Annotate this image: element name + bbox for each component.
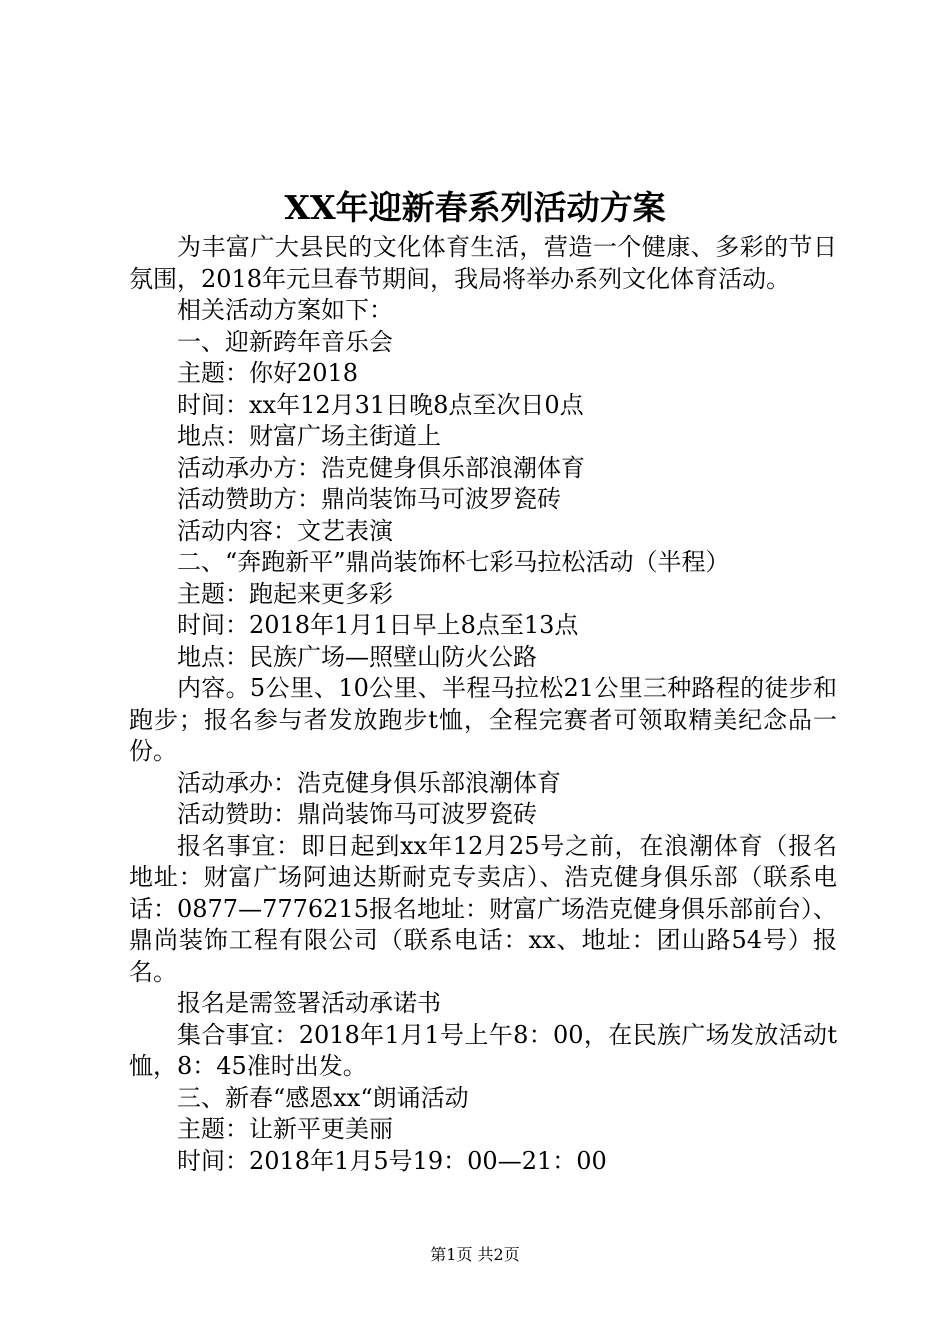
- paragraph-theme-2: 主题：跑起来更多彩: [177, 579, 393, 608]
- paragraph-plan-lead: 相关活动方案如下：: [177, 296, 393, 324]
- document-title: XX年迎新春系列活动方案: [284, 188, 666, 227]
- section-heading-1: 一、迎新跨年音乐会: [177, 327, 393, 356]
- paragraph-time-3: 时间：2018年1月5号19：00—21：00: [177, 1146, 607, 1175]
- paragraph-time-1: 时间：xx年12月31日晚8点至次日0点: [177, 390, 584, 419]
- paragraph-assembly: 集合事宜：2018年1月1号上午8：00，在民族广场发放活动t恤，8：45准时出发。: [129, 1020, 837, 1080]
- paragraph-content-1: 活动内容：文艺表演: [177, 516, 393, 545]
- section-heading-3: 三、新春“感恩xx“朗诵活动: [177, 1083, 469, 1112]
- paragraph-sponsor-1: 活动赞助方：鼎尚装饰马可波罗瓷砖: [177, 485, 561, 513]
- paragraph-organizer-1: 活动承办方：浩克健身俱乐部浪潮体育: [177, 453, 585, 482]
- paragraph-intro: 为丰富广大县民的文化体育生活，营造一个健康、多彩的节日氛围，2018年元旦春节期间，我局将举办系列文化体育活动。: [129, 233, 837, 293]
- paragraph-content-2: 内容。5公里、10公里、半程马拉松21公里三种路程的徒步和跑步；报名参与者发放跑步t恤，全程完赛者可领取精美纪念品一份。: [129, 674, 837, 765]
- paragraph-organizer-2: 活动承办：浩克健身俱乐部浪潮体育: [177, 768, 561, 797]
- paragraph-sponsor-2: 活动赞助：鼎尚装饰马可波罗瓷砖: [177, 800, 537, 828]
- document-body: [129, 232, 837, 1177]
- paragraph-theme-3: 主题：让新平更美丽: [177, 1115, 393, 1143]
- paragraph-theme-1: 主题：你好2018: [177, 359, 359, 387]
- section-heading-2: 二、“奔跑新平”鼎尚装饰杯七彩马拉松活动（半程）: [177, 548, 730, 576]
- paragraph-time-2: 时间：2018年1月1日早上8点至13点: [177, 611, 579, 639]
- paragraph-registration: 报名事宜：即日起到xx年12月25号之前，在浪潮体育（报名地址：财富广场阿迪达斯耐克专卖店）、浩克健身俱乐部（联系电话：0877—7776215报名地址：财富广场浩克健身俱乐部前台）、鼎尚装饰工程有限公司（联系电话：xx、地址：团山路54号）报名。: [129, 831, 837, 986]
- page-number-footer: 第1页 共2页: [430, 1245, 520, 1264]
- paragraph-location-2: 地点：民族广场—照壁山防火公路: [177, 642, 537, 671]
- paragraph-commitment: 报名是需签署活动承诺书: [177, 989, 441, 1017]
- paragraph-location-1: 地点：财富广场主街道上: [177, 422, 441, 450]
